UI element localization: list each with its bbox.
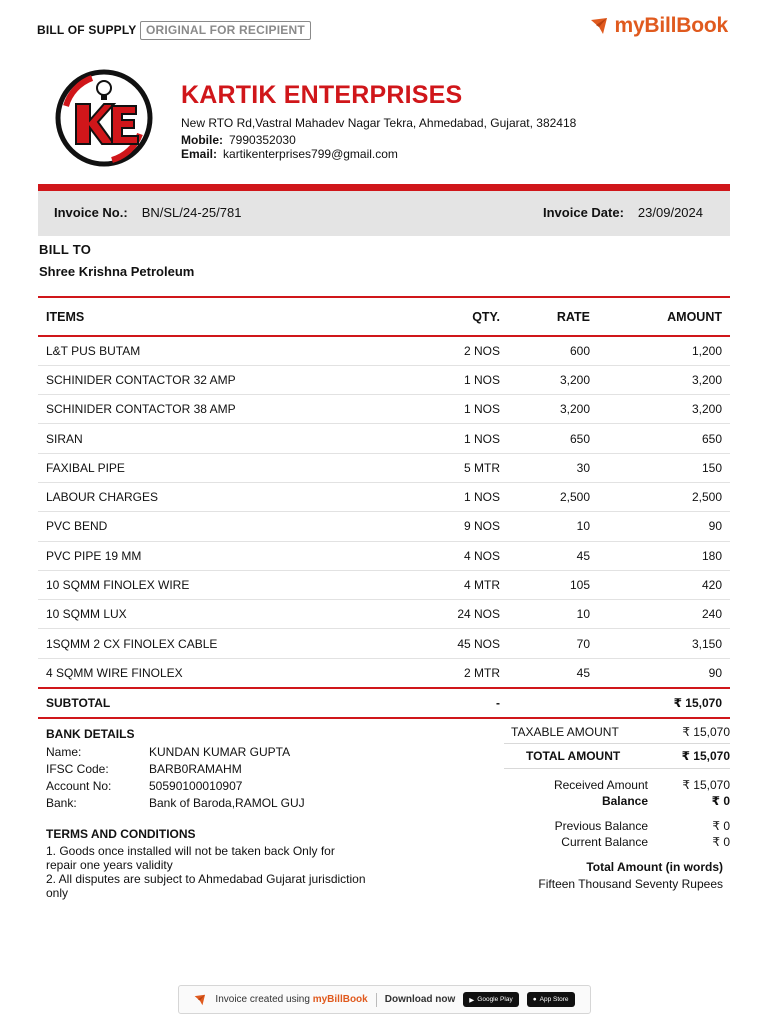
terms-title: TERMS AND CONDITIONS — [46, 827, 196, 841]
item-rate: 45 — [576, 665, 590, 680]
item-name: L&T PUS BUTAM — [38, 336, 378, 365]
item-rate: 650 — [508, 424, 598, 453]
item-qty: 4 NOS — [378, 541, 508, 570]
item-qty: 2 MTR — [464, 665, 500, 680]
table-row — [38, 395, 730, 424]
mobile-label: Mobile: — [181, 133, 223, 147]
company-name: KARTIK ENTERPRISES — [181, 81, 463, 109]
item-name: 10 SQMM LUX — [38, 600, 378, 629]
header-amount: AMOUNT — [598, 297, 730, 336]
amount-summary — [504, 721, 730, 891]
item-qty: 1 NOS — [378, 424, 508, 453]
subtotal-rate — [508, 688, 598, 718]
item-name: SCHINIDER CONTACTOR 38 AMP — [38, 395, 378, 424]
item-amount: 180 — [598, 541, 730, 570]
header-items: ITEMS — [38, 297, 378, 336]
item-name: PVC PIPE 19 MM — [38, 541, 378, 570]
table-row — [38, 600, 730, 629]
previous-balance-label: Previous Balance — [554, 819, 648, 833]
app-store-badge[interactable] — [527, 992, 575, 1007]
item-amount: 650 — [598, 424, 730, 453]
item-name: 4 SQMM WIRE FINOLEX — [46, 665, 183, 680]
table-row — [38, 453, 730, 482]
previous-balance-row — [504, 818, 730, 834]
terms-line-1: 1. Goods once installed will not be taken back Only for repair one years validity — [46, 844, 335, 872]
item-qty: 1 NOS — [378, 482, 508, 511]
total-amount-value: ₹ 15,070 — [681, 749, 730, 763]
footer-created-text — [215, 994, 367, 1005]
brand-name: myBillBook — [614, 14, 728, 37]
balance-value: ₹ 0 — [711, 794, 730, 808]
current-balance-value: ₹ 0 — [712, 835, 730, 849]
taxable-amount-value: ₹ 15,070 — [682, 725, 730, 739]
item-qty: 24 NOS — [378, 600, 508, 629]
invoice-number-label: Invoice No.: — [54, 205, 128, 220]
item-amount: 90 — [598, 512, 730, 541]
google-play-label: Google Play — [477, 996, 513, 1003]
invoice-number — [54, 205, 241, 220]
ifsc-label: IFSC Code: — [46, 761, 109, 776]
company-email — [181, 147, 398, 161]
bank-row — [46, 794, 305, 811]
bank-value: Bank of Baroda,RAMOL GUJ — [149, 795, 305, 810]
item-rate: 2,500 — [508, 482, 598, 511]
item-name: FAXIBAL PIPE — [38, 453, 378, 482]
received-amount-row — [504, 777, 730, 793]
footer-download-label: Download now — [384, 994, 456, 1005]
apple-icon: ● — [532, 996, 537, 1003]
item-name: SCHINIDER CONTACTOR 32 AMP — [38, 365, 378, 394]
company-logo-icon — [52, 66, 156, 170]
terms-and-conditions — [46, 827, 366, 900]
item-amount: 240 — [598, 600, 730, 629]
company-mobile — [181, 133, 296, 147]
bank-name-row — [46, 743, 305, 760]
footer-created-prefix: Invoice created using — [215, 994, 310, 1005]
item-rate: 30 — [508, 453, 598, 482]
table-row — [38, 658, 730, 687]
table-row — [38, 336, 730, 365]
mobile-value: 7990352030 — [229, 133, 296, 147]
bank-name-label: Name: — [46, 744, 82, 759]
item-rate: 3,200 — [508, 365, 598, 394]
header-qty: QTY. — [378, 297, 508, 336]
footer-banner — [178, 985, 591, 1014]
brand-mark-icon — [590, 17, 610, 35]
item-amount: 420 — [598, 570, 730, 599]
footer-divider — [376, 993, 377, 1007]
received-amount-value: ₹ 15,070 — [682, 778, 730, 792]
table-row — [38, 570, 730, 599]
item-amount: 3,200 — [598, 395, 730, 424]
balance-row — [504, 793, 730, 809]
terms-line-2: 2. All disputes are subject to Ahmedabad Gujarat jurisdiction only — [46, 872, 366, 900]
account-label: Account No: — [46, 778, 112, 793]
table-row — [38, 365, 730, 394]
subtotal-label: SUBTOTAL — [38, 688, 378, 718]
previous-balance-value: ₹ 0 — [712, 819, 730, 833]
item-rate: 70 — [508, 629, 598, 658]
google-play-badge[interactable] — [463, 992, 518, 1007]
email-value: kartikenterprises799@gmail.com — [223, 147, 398, 161]
bank-label: Bank: — [46, 795, 77, 810]
balance-label: Balance — [601, 794, 648, 808]
total-amount-row — [504, 743, 730, 769]
item-rate: 600 — [508, 336, 598, 365]
header-rate: RATE — [508, 297, 598, 336]
invoice-date — [543, 205, 703, 220]
item-rate: 45 — [508, 541, 598, 570]
current-balance-label: Current Balance — [561, 835, 648, 849]
subtotal-row — [38, 688, 730, 718]
table-row — [38, 541, 730, 570]
item-rate: 3,200 — [508, 395, 598, 424]
item-amount: 1,200 — [598, 336, 730, 365]
table-row — [38, 424, 730, 453]
subtotal-amount: ₹ 15,070 — [598, 688, 730, 718]
ifsc-row — [46, 760, 305, 777]
item-qty: 1 NOS — [378, 395, 508, 424]
bill-to-name: Shree Krishna Petroleum — [39, 264, 195, 279]
invoice-info-band — [38, 191, 730, 236]
item-amount: 3,200 — [598, 365, 730, 394]
taxable-amount-label: TAXABLE AMOUNT — [511, 725, 619, 739]
item-rate: 105 — [508, 570, 598, 599]
items-table — [38, 296, 730, 719]
account-value: 50590100010907 — [149, 778, 243, 793]
bank-details-title: BANK DETAILS — [46, 727, 135, 741]
item-name: 1SQMM 2 CX FINOLEX CABLE — [38, 629, 378, 658]
item-qty: 4 MTR — [378, 570, 508, 599]
item-amount: 3,150 — [598, 629, 730, 658]
invoice-number-value: BN/SL/24-25/781 — [141, 205, 242, 220]
bank-details — [46, 727, 305, 811]
item-name: SIRAN — [38, 424, 378, 453]
table-row — [38, 629, 730, 658]
bill-to-label: BILL TO — [39, 242, 92, 257]
item-rate: 10 — [508, 600, 598, 629]
item-qty: 1 NOS — [378, 365, 508, 394]
bank-name-value: KUNDAN KUMAR GUPTA — [149, 744, 291, 759]
item-qty: 2 NOS — [378, 336, 508, 365]
app-store-label: App Store — [539, 996, 569, 1003]
invoice-date-value: 23/09/2024 — [637, 205, 703, 220]
amount-in-words-label: Total Amount (in words) — [586, 860, 723, 874]
subtotal-qty: - — [378, 688, 508, 718]
item-amount: 150 — [598, 453, 730, 482]
email-label: Email: — [181, 147, 218, 161]
brand-mark-icon — [194, 994, 207, 1006]
table-row — [38, 512, 730, 541]
amount-in-words-value: Fifteen Thousand Seventy Rupees — [538, 877, 723, 891]
received-amount-label: Received Amount — [553, 778, 648, 792]
play-icon: ▶ — [469, 996, 475, 1004]
total-amount-label: TOTAL AMOUNT — [526, 749, 621, 763]
item-amount: 90 — [708, 665, 722, 680]
taxable-amount-row — [504, 721, 730, 743]
table-header-row — [38, 297, 730, 336]
table-row — [38, 482, 730, 511]
current-balance-row — [504, 834, 730, 850]
ifsc-value: BARB0RAMAHM — [149, 761, 242, 776]
invoice-date-label: Invoice Date: — [543, 205, 624, 220]
item-qty: 5 MTR — [378, 453, 508, 482]
item-rate: 10 — [508, 512, 598, 541]
account-row — [46, 777, 305, 794]
item-amount: 2,500 — [598, 482, 730, 511]
item-name: PVC BEND — [38, 512, 378, 541]
footer-brand-link[interactable]: myBillBook — [312, 994, 368, 1005]
company-address: New RTO Rd,Vastral Mahadev Nagar Tekra, Ahmedabad, Gujarat, 382418 — [181, 116, 577, 130]
item-name: LABOUR CHARGES — [38, 482, 378, 511]
item-qty: 45 NOS — [378, 629, 508, 658]
copy-badge: ORIGINAL FOR RECIPIENT — [140, 21, 311, 40]
item-qty: 9 NOS — [378, 512, 508, 541]
item-name: 10 SQMM FINOLEX WIRE — [38, 570, 378, 599]
header-divider — [38, 184, 730, 191]
document-type: BILL OF SUPPLY — [37, 23, 137, 37]
brand-logo — [590, 14, 728, 38]
